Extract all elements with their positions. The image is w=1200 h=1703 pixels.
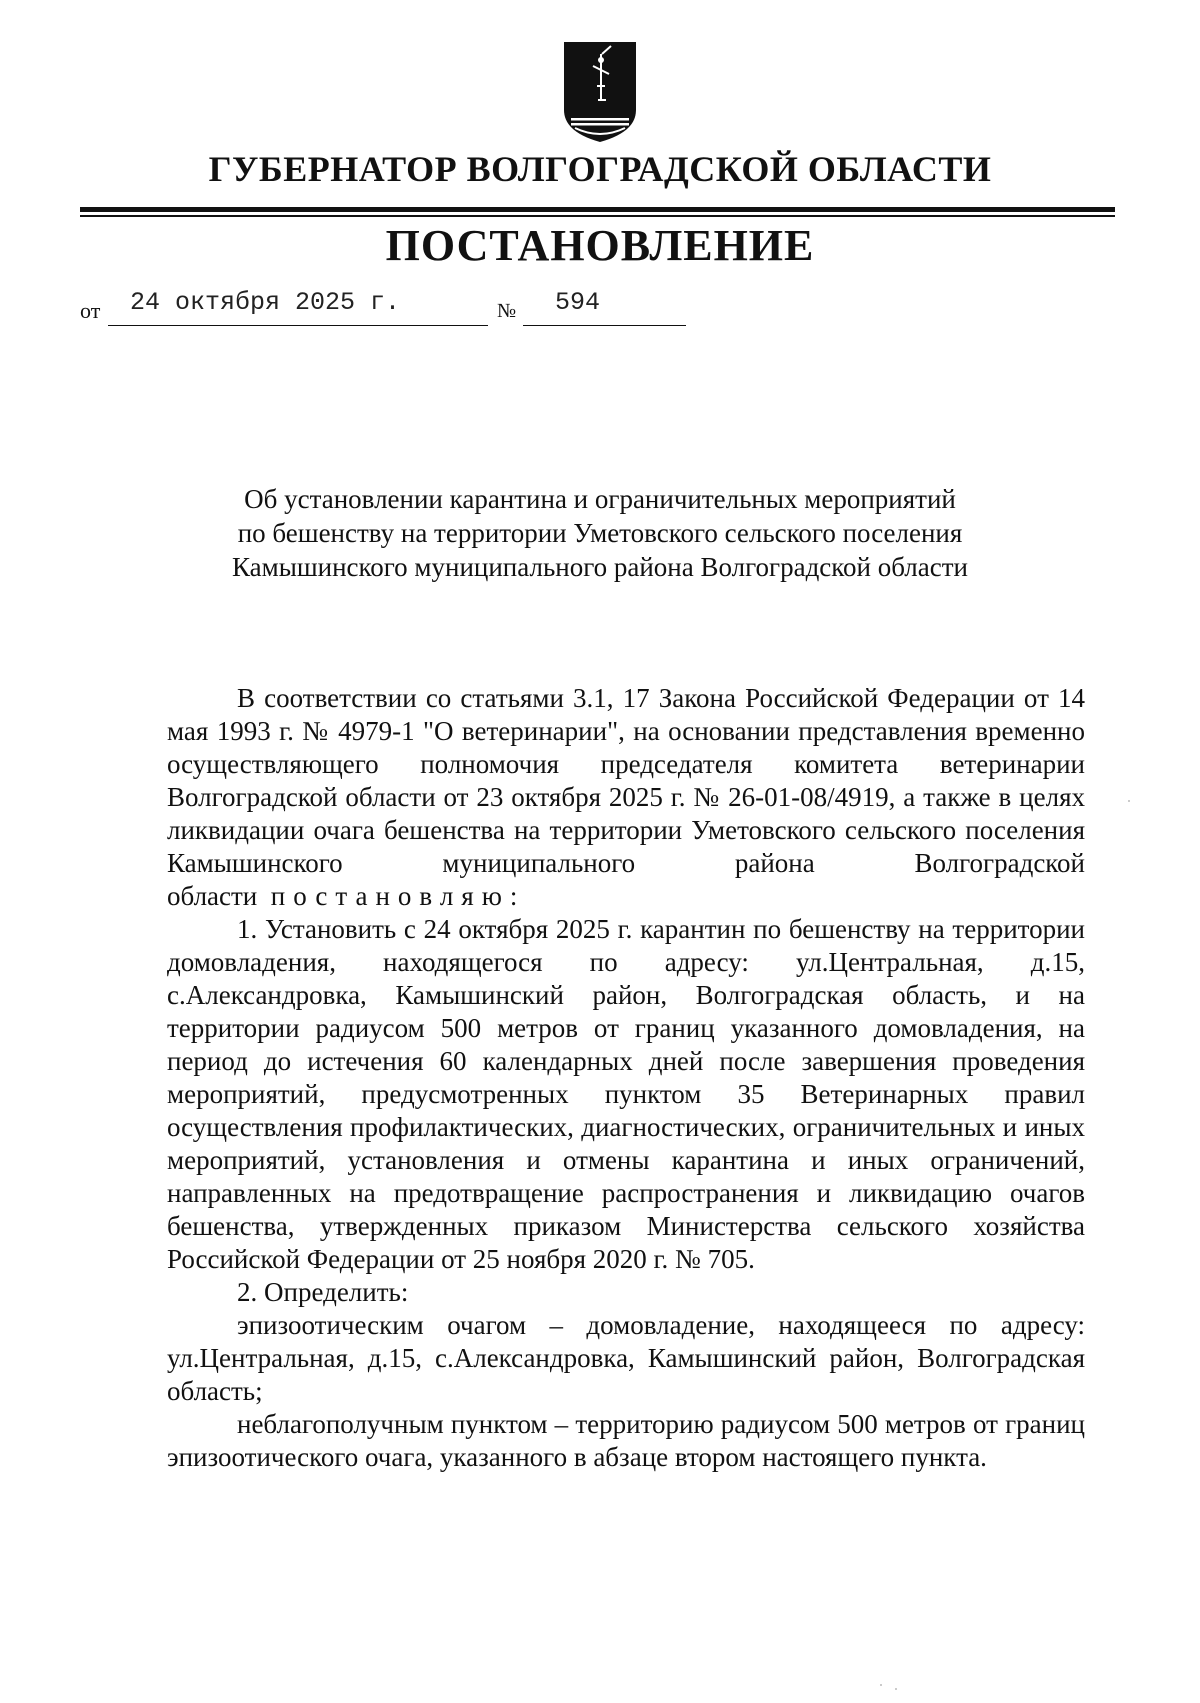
number-underline <box>523 325 686 326</box>
scan-speck <box>1128 800 1130 802</box>
scan-speck <box>895 1688 897 1690</box>
number-label: № <box>497 300 517 322</box>
issuing-authority: ГУБЕРНАТОР ВОЛГОГРАДСКОЙ ОБЛАСТИ <box>208 149 992 189</box>
item-2-paragraph-2: неблагополучным пунктом – территорию радиусом 500 метров от границ эпизоотического очага, указанного в абзаце втором настоящего пункта. <box>167 1409 1085 1472</box>
document-date: 24 октября 2025 г. <box>130 288 401 317</box>
title-line: Камышинского муниципального района Волгоградской области <box>231 552 968 582</box>
header-divider-thick <box>80 207 1115 212</box>
from-label: от <box>80 298 101 323</box>
document-body <box>167 682 1085 1474</box>
title-line: Об установлении карантина и ограничительных мероприятий <box>244 484 956 514</box>
scan-speck <box>880 1684 882 1686</box>
title-line: по бешенству на территории Уметовского сельского поселения <box>237 518 963 548</box>
document-title <box>150 482 1050 584</box>
preamble-paragraph <box>167 682 1085 913</box>
decree-word: постановляю: <box>270 881 526 911</box>
preamble-text: В соответствии со статьями 3.1, 17 Закона Российской Федерации от 14 мая 1993 г. № 4979-1 "О ветеринарии", на основании представления временно осуществляющего полномочия председателя комитета ветеринарии Волгоградской области от 23 октября 2025 г. № 26-01-08/4919, а также в целях ликвидации очага бешенства на территории Уметовского сельского поселения Камышинского муниципального района Волгоградской области <box>167 683 1085 911</box>
date-underline <box>108 325 488 326</box>
document-number: 594 <box>555 288 601 317</box>
item-2-paragraph-1: эпизоотическим очагом – домовладение, находящееся по адресу: ул.Центральная, д.15, с.Александровка, Камышинский район, Волгоградская область; <box>167 1310 1085 1406</box>
header-divider-thin <box>80 215 1115 217</box>
document-type: ПОСТАНОВЛЕНИЕ <box>385 221 815 270</box>
item-1-paragraph: 1. Установить с 24 октября 2025 г. карантин по бешенству на территории домовладения, находящегося по адресу: ул.Центральная, д.15, с.Александровка, Камышинский район, Волгоградская область, и на территории радиусом 500 метров от границ указанного домовладения, на период до истечения 60 календарных дней после завершения проведения мероприятий, предусмотренных пунктом 35 Ветеринарных правил осуществления профилактических, диагностических, ограничительных и иных мероприятий, установления и отмены карантина и иных ограничений, направленных на предотвращение распространения и ликвидацию очагов бешенства, утвержденных приказом Министерства сельского хозяйства Российской Федерации от 25 ноября 2020 г. № 705. <box>167 914 1085 1274</box>
coat-of-arms-emblem <box>561 40 639 144</box>
item-2-heading: 2. Определить: <box>237 1277 409 1307</box>
